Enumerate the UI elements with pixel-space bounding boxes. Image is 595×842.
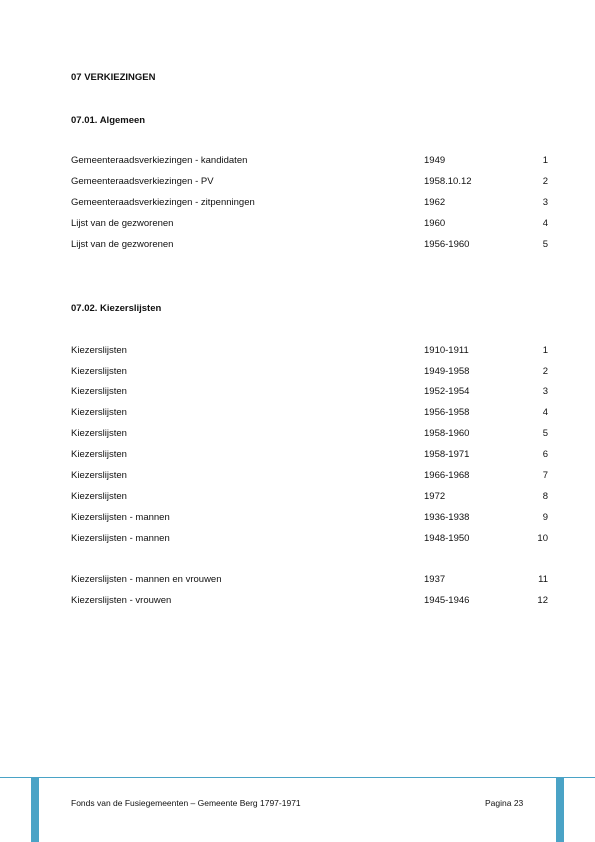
row-number: 4 — [542, 218, 548, 229]
footer-left-accent-bar — [31, 778, 39, 842]
table-row — [71, 197, 548, 211]
table-row — [71, 155, 548, 169]
row-description: Gemeenteraadsverkiezingen - kandidaten — [71, 155, 248, 166]
table-row — [71, 176, 548, 190]
row-number: 1 — [542, 345, 548, 356]
table-row — [71, 595, 548, 609]
row-year: 1956-1958 — [424, 407, 470, 418]
row-description: Kiezerslijsten - mannen en vrouwen — [71, 574, 222, 585]
row-number: 5 — [542, 428, 548, 439]
footer-page-number: Pagina 23 — [485, 798, 524, 808]
row-number: 2 — [542, 366, 548, 377]
table-row — [71, 345, 548, 359]
table-row — [71, 366, 548, 380]
row-description: Lijst van de gezworenen — [71, 218, 174, 229]
table-row — [71, 386, 548, 400]
row-description: Kiezerslijsten — [71, 491, 127, 502]
row-year: 1956-1960 — [424, 239, 470, 250]
table-row — [71, 428, 548, 442]
row-number: 3 — [542, 386, 548, 397]
table-row — [71, 491, 548, 505]
row-number: 5 — [542, 239, 548, 250]
row-year: 1960 — [424, 218, 446, 229]
row-number: 2 — [542, 176, 548, 187]
row-year: 1948-1950 — [424, 533, 470, 544]
row-year: 1910-1911 — [424, 345, 469, 356]
row-description: Kiezerslijsten — [71, 407, 127, 418]
table-row — [71, 218, 548, 232]
row-description: Kiezerslijsten — [71, 345, 127, 356]
row-description: Kiezerslijsten — [71, 366, 127, 377]
row-number: 3 — [542, 197, 548, 208]
row-number: 12 — [537, 595, 548, 606]
row-description: Kiezerslijsten - vrouwen — [71, 595, 172, 606]
row-number: 9 — [542, 512, 548, 523]
table-row — [71, 512, 548, 526]
row-number: 11 — [538, 574, 548, 585]
row-year: 1936-1938 — [424, 512, 470, 523]
chapter-heading: 07 VERKIEZINGEN — [71, 72, 156, 83]
row-year: 1958-1960 — [424, 428, 470, 439]
row-year: 1972 — [424, 491, 446, 502]
row-year: 1949 — [424, 155, 446, 166]
table-row — [71, 470, 548, 484]
row-description: Kiezerslijsten — [71, 470, 127, 481]
row-description: Kiezerslijsten — [71, 386, 127, 397]
table-row — [71, 574, 548, 588]
table-row — [71, 533, 548, 547]
row-year: 1958-1971 — [424, 449, 470, 460]
row-description: Lijst van de gezworenen — [71, 239, 174, 250]
row-number: 7 — [542, 470, 548, 481]
row-year: 1962 — [424, 197, 446, 208]
row-number: 10 — [537, 533, 548, 544]
row-year: 1949-1958 — [424, 366, 470, 377]
table-row — [71, 239, 548, 253]
row-year: 1945-1946 — [424, 595, 470, 606]
row-year: 1966-1968 — [424, 470, 470, 481]
row-description: Kiezerslijsten — [71, 428, 127, 439]
footer-right-accent-bar — [556, 778, 564, 842]
footer-divider — [0, 777, 595, 778]
row-year: 1952-1954 — [424, 386, 470, 397]
table-row — [71, 407, 548, 421]
section-heading-algemeen: 07.01. Algemeen — [71, 115, 146, 126]
row-year: 1937 — [424, 574, 446, 585]
row-number: 1 — [542, 155, 548, 166]
row-description: Kiezerslijsten - mannen — [71, 512, 170, 523]
table-row — [71, 449, 548, 463]
row-description: Kiezerslijsten — [71, 449, 127, 460]
row-number: 6 — [542, 449, 548, 460]
row-number: 4 — [542, 407, 548, 418]
row-description: Gemeenteraadsverkiezingen - PV — [71, 176, 214, 187]
footer-title: Fonds van de Fusiegemeenten – Gemeente Berg 1797-1971 — [71, 798, 301, 808]
row-number: 8 — [542, 491, 548, 502]
row-year: 1958.10.12 — [424, 176, 472, 187]
row-description: Kiezerslijsten - mannen — [71, 533, 170, 544]
row-description: Gemeenteraadsverkiezingen - zitpenningen — [71, 197, 255, 208]
section-heading-kiezerslijsten: 07.02. Kiezerslijsten — [71, 303, 162, 314]
